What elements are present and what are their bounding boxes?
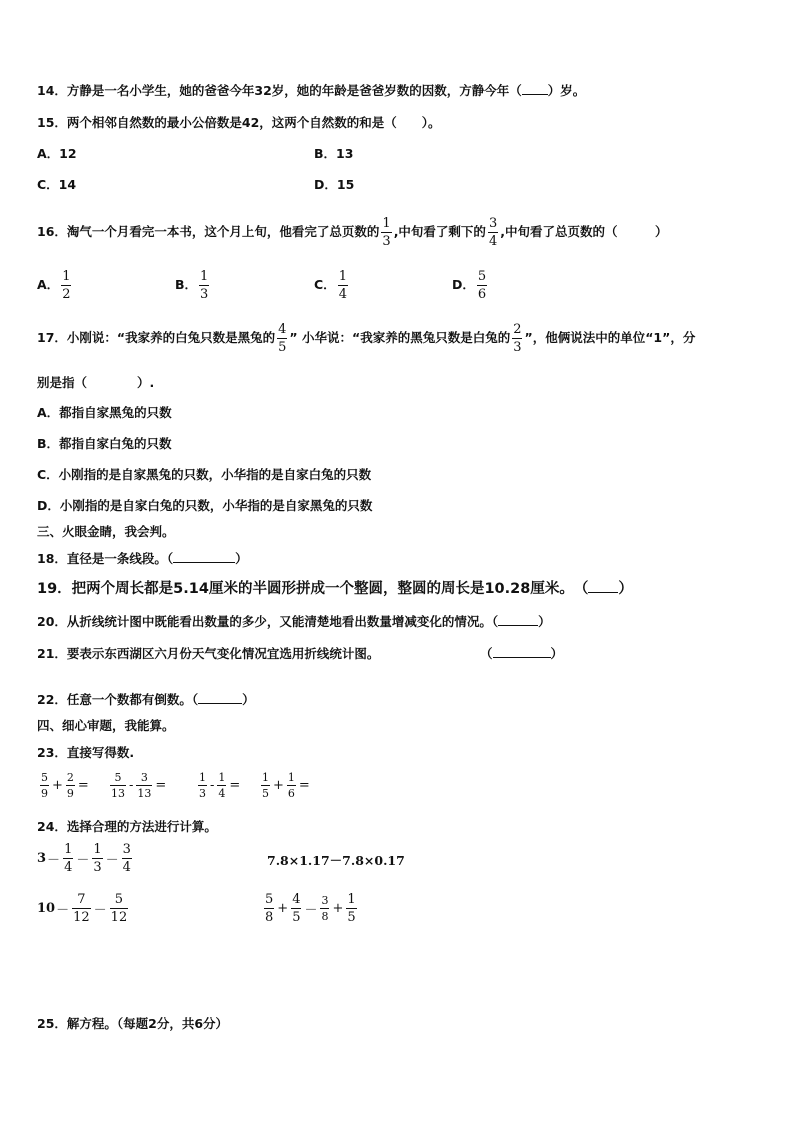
answer-blank[interactable] [498, 613, 538, 626]
question-18: 18．直径是一条线段。（ ） [37, 551, 248, 566]
question-19: 19．把两个周长都是5.14厘米的半圆形拼成一个整圆，整圆的周长是10.28厘米。 （ ） [37, 581, 633, 597]
fraction: $\frac{3}{4}$ [488, 216, 498, 249]
question-16: 16．淘气一个月看完一本书，这个月上旬，他看完了总页数的 $\frac{1}{3}$ ,中旬看了剩下的 $\frac{3}{4}$ ,中旬看了总页数的（ ） [37, 216, 668, 249]
option-15-a[interactable]: A．12 [37, 146, 77, 161]
question-20: 20．从折线统计图中既能看出数量的多少，又能清楚地看出数量增减变化的情况。（ ） [37, 614, 551, 629]
q23-expression-3: $\frac{1}{3}$ - $\frac{1}{4}$ = [199, 771, 241, 800]
answer-blank[interactable] [173, 550, 235, 563]
answer-blank[interactable] [522, 82, 548, 95]
option-17-a[interactable]: A．都指自家黑兔的只数 [37, 405, 172, 420]
question-25: 25．解方程。（每题2分，共6分） [37, 1016, 229, 1031]
option-15-c[interactable]: C．14 [37, 177, 77, 192]
option-17-d[interactable]: D．小刚指的是自家白兔的只数，小华指的是自家黑兔的只数 [37, 498, 373, 513]
q24-expression-4: $\frac{5}{8}$ + $\frac{4}{5}$ － $\frac{3}{8}$ + $\frac{1}{5}$ [265, 892, 356, 925]
question-22: 22．任意一个数都有倒数。（ ） [37, 692, 255, 707]
question-21-answer: （ ） [480, 646, 564, 661]
question-14: 14．方静是一名小学生，她的爸爸今年32岁，她的年龄是爸爸岁数的因数，方静今年（ ）岁。 [37, 83, 586, 98]
option-15-b[interactable]: B．13 [314, 146, 354, 161]
question-17-continued: 别是指（ ）. [37, 375, 155, 390]
question-15: 15．两个相邻自然数的最小公倍数是42，这两个自然数的和是（ ）。 [37, 115, 441, 130]
question-17: 17．小刚说：“我家养的白兔只数是黑兔的 $\frac{4}{5}$ ” 小华说：“我家养的黑兔只数是白兔的 $\frac{2}{3}$ ”，他俩说法中的单位“1”，分 [37, 322, 696, 355]
q23-expression-4: $\frac{1}{5}$ + $\frac{1}{6}$ = [262, 771, 310, 800]
answer-blank[interactable] [588, 580, 618, 593]
section-4-title: 四、细心审题，我能算。 [37, 718, 175, 733]
fraction: $\frac{1}{3}$ [382, 216, 391, 249]
question-21: 21．要表示东西湖区六月份天气变化情况宜选用折线统计图。 [37, 646, 380, 661]
question-24: 24．选择合理的方法进行计算。 [37, 819, 217, 834]
answer-blank[interactable] [493, 645, 551, 658]
q23-expression-1: $\frac{5}{9}$ + $\frac{2}{9}$ = [41, 771, 89, 800]
option-16-b[interactable]: B． $\frac{1}{3}$ [175, 269, 209, 302]
q24-expression-3: 10 － $\frac{7}{12}$ － $\frac{5}{12}$ [37, 892, 128, 925]
section-3-title: 三、火眼金睛，我会判。 [37, 524, 175, 539]
q24-expression-2: 7.8×1.17－7.8×0.17 [267, 853, 405, 868]
q24-expression-1: 3 － $\frac{1}{4}$ － $\frac{1}{3}$ － $\frac{3}{4}$ [37, 842, 131, 875]
answer-blank[interactable] [198, 691, 242, 704]
option-15-d[interactable]: D．15 [314, 177, 355, 192]
option-17-c[interactable]: C．小刚指的是自家黑兔的只数，小华指的是自家白兔的只数 [37, 467, 372, 482]
question-23: 23．直接写得数. [37, 745, 135, 760]
option-16-a[interactable]: A． $\frac{1}{2}$ [37, 269, 71, 302]
q23-expression-2: $\frac{5}{13}$ - $\frac{3}{13}$ = [111, 771, 167, 800]
option-16-d[interactable]: D． $\frac{5}{6}$ [452, 269, 487, 302]
option-16-c[interactable]: C． $\frac{1}{4}$ [314, 269, 347, 302]
option-17-b[interactable]: B．都指自家白兔的只数 [37, 436, 172, 451]
